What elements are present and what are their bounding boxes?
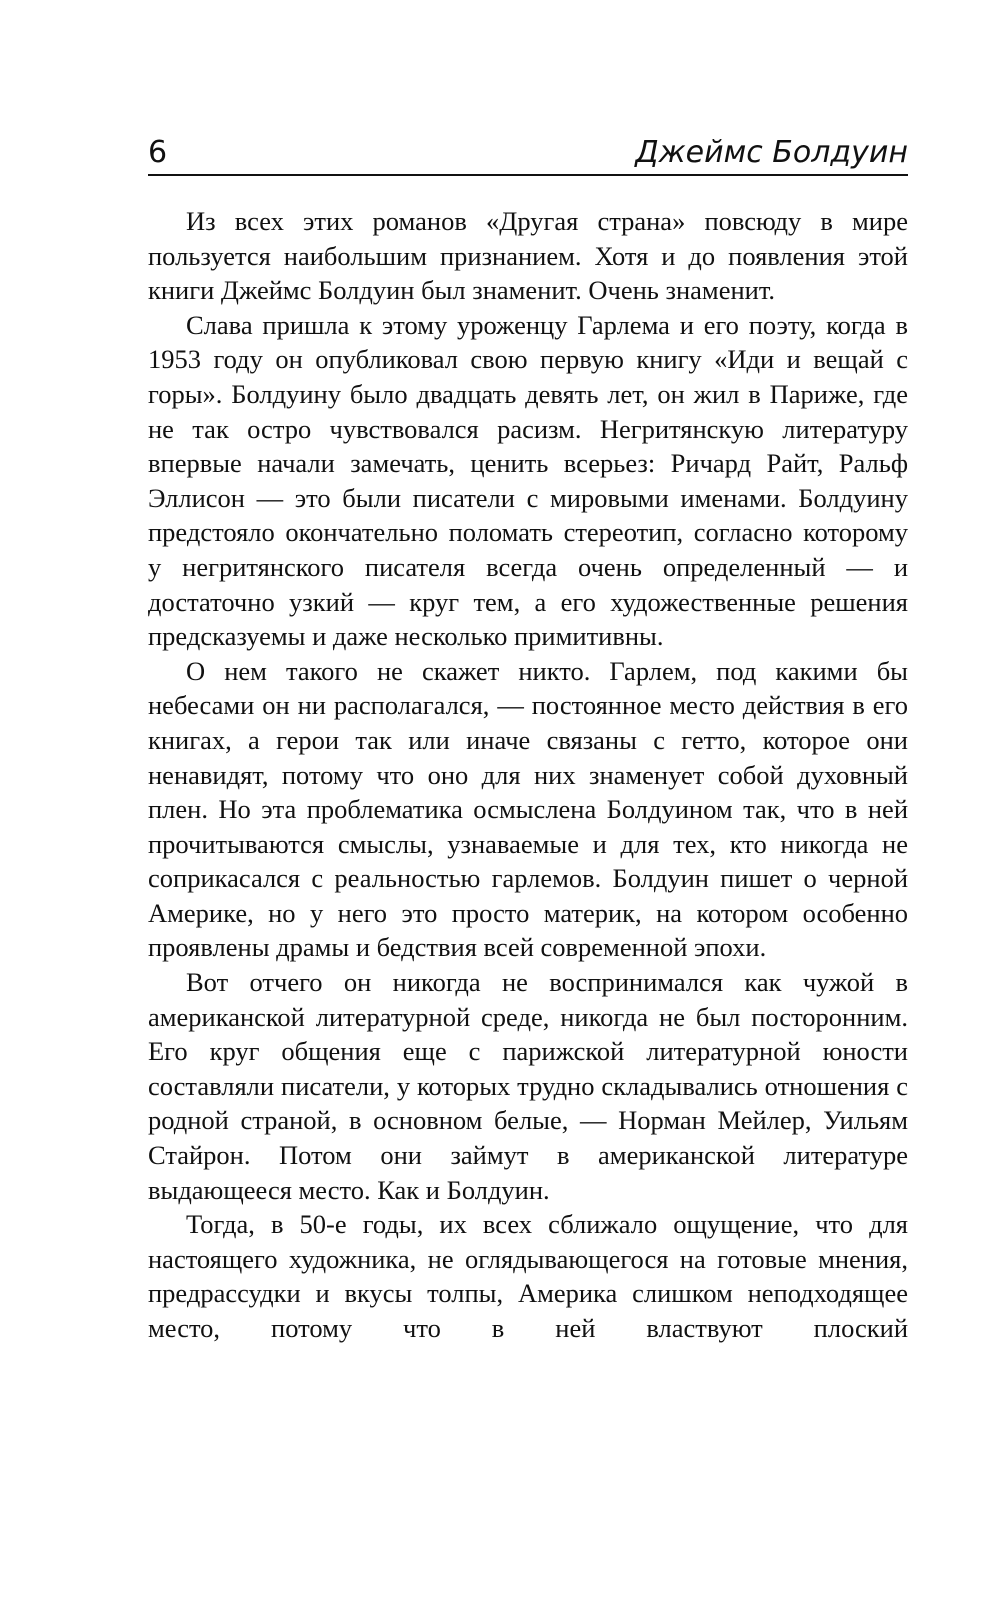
paragraph: Слава пришла к этому уроженцу Гарлема и его поэту, когда в 1953 году он опубликовал свою первую книгу «Иди и вещай с горы». Болдуину было двадцать девять лет, он жил в Париже, где не так остро чувствовался расизм. Негритянскую литературу впервые начали замечать, ценить всерьез: Ричард Райт, Ральф Эллисон — это были писатели с мировыми именами. Болдуину предстояло окончательно поломать стереотип, согласно которому у негритянского писателя всегда очень определенный — и достаточно узкий — круг тем, а его художественные решения предсказуемы и даже несколько примитивны. <box>148 309 908 652</box>
running-head <box>148 122 908 176</box>
paragraph: Из всех этих романов «Другая страна» повсюду в мире пользуется наибольшим признанием. Хотя и до появления этой книги Джеймс Болдуин был знаменит. Очень знаменит. <box>148 206 908 306</box>
body-text <box>148 204 908 1346</box>
running-head-title: Джеймс Болдуин <box>635 135 908 170</box>
paragraph: Тогда, в 50-е годы, их всех сближало ощущение, что для настоящего художника, не оглядывающегося на готовые мнения, предрассудки и вкусы толпы, Америка слишком неподходящее место, потому что в ней властвуют плоский <box>148 1209 908 1343</box>
paragraph: О нем такого не скажет никто. Гарлем, под какими бы небесами он ни располагался, — постоянное место действия в его книгах, а герои так или иначе связаны с гетто, которое они ненавидят, потому что оно для них знаменует собой духовный плен. Но эта проблематика осмыслена Болдуином так, что в ней прочитываются смыслы, узнаваемые и для тех, кто никогда не соприкасался с реальностью гарлемов. Болдуин пишет о черной Америке, но у него это просто материк, на котором особенно проявлены драмы и бедствия всей современной эпохи. <box>148 655 908 963</box>
paragraph: Вот отчего он никогда не воспринимался как чужой в американской литературной среде, никогда не был посторонним. Его круг общения еще с парижской литературной юности составляли писатели, у которых трудно складывались отношения с родной страной, в основном белые, — Норман Мейлер, Уильям Стайрон. Потом они займут в американской литературе выдающееся место. Как и Болдуин. <box>148 967 908 1205</box>
book-page <box>148 122 908 1346</box>
page-number: 6 <box>148 135 168 170</box>
